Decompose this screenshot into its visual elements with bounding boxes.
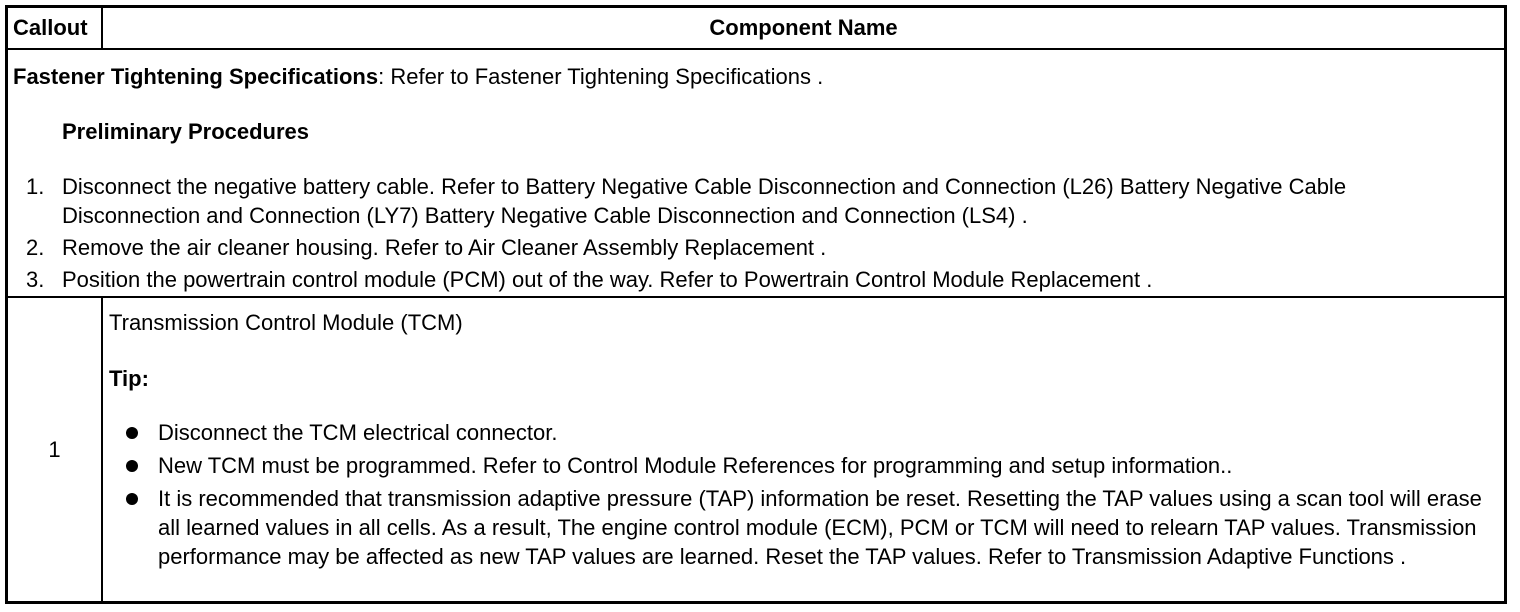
callout-number: 1 [8, 298, 103, 601]
callout-column-header: Callout [8, 8, 103, 48]
bullet-text: New TCM must be programmed. Refer to Control Module References for programming and setup information.. [158, 453, 1233, 478]
table-header-row [8, 8, 1504, 50]
tip-label: Tip: [109, 366, 149, 391]
bullet-icon [126, 460, 138, 472]
fastener-spec-label: Fastener Tightening Specifications [13, 64, 379, 89]
tip-bullet-list [103, 418, 1504, 575]
preliminary-steps-list [8, 172, 1474, 297]
list-item [103, 484, 1504, 571]
component-name: Transmission Control Module (TCM) [109, 310, 463, 335]
fastener-spec-text: : Refer to Fastener Tightening Specifications . [378, 64, 824, 89]
list-item [8, 265, 1474, 294]
list-item [103, 451, 1504, 480]
bullet-text: It is recommended that transmission adaptive pressure (TAP) information be reset. Resetting the TAP values using a scan tool will erase all learned values in all cells. As a result, The engine control module (ECM), PCM or TCM will need to relearn TAP values. Transmission performance may be affected as new TAP values are learned. Reset the TAP values. Refer to Transmission Adaptive Functions . [158, 486, 1482, 569]
procedure-table [5, 5, 1507, 604]
table-row [8, 298, 1504, 601]
step-text: Position the powertrain control module (PCM) out of the way. Refer to Powertrain Control Module Replacement . [62, 267, 1153, 292]
step-number: 1. [26, 174, 45, 199]
list-item [8, 172, 1474, 230]
step-text: Disconnect the negative battery cable. Refer to Battery Negative Cable Disconnection and Connection (L26) Battery Negative Cable Disconnection and Connection (LY7) Battery Negative Cable Disconnection and Connection (LS4) . [62, 174, 1347, 228]
bullet-text: Disconnect the TCM electrical connector. [158, 420, 558, 445]
component-cell [103, 298, 1504, 601]
preliminary-row [8, 50, 1504, 298]
step-number: 3. [26, 267, 45, 292]
bullet-icon [126, 493, 138, 505]
component-name-column-header: Component Name [709, 15, 898, 40]
preliminary-procedures-title: Preliminary Procedures [62, 119, 310, 144]
fastener-spec-line [13, 62, 823, 91]
list-item [103, 418, 1504, 447]
step-text: Remove the air cleaner housing. Refer to Air Cleaner Assembly Replacement . [62, 235, 827, 260]
bullet-icon [126, 427, 138, 439]
list-item [8, 233, 1474, 262]
step-number: 2. [26, 235, 45, 260]
